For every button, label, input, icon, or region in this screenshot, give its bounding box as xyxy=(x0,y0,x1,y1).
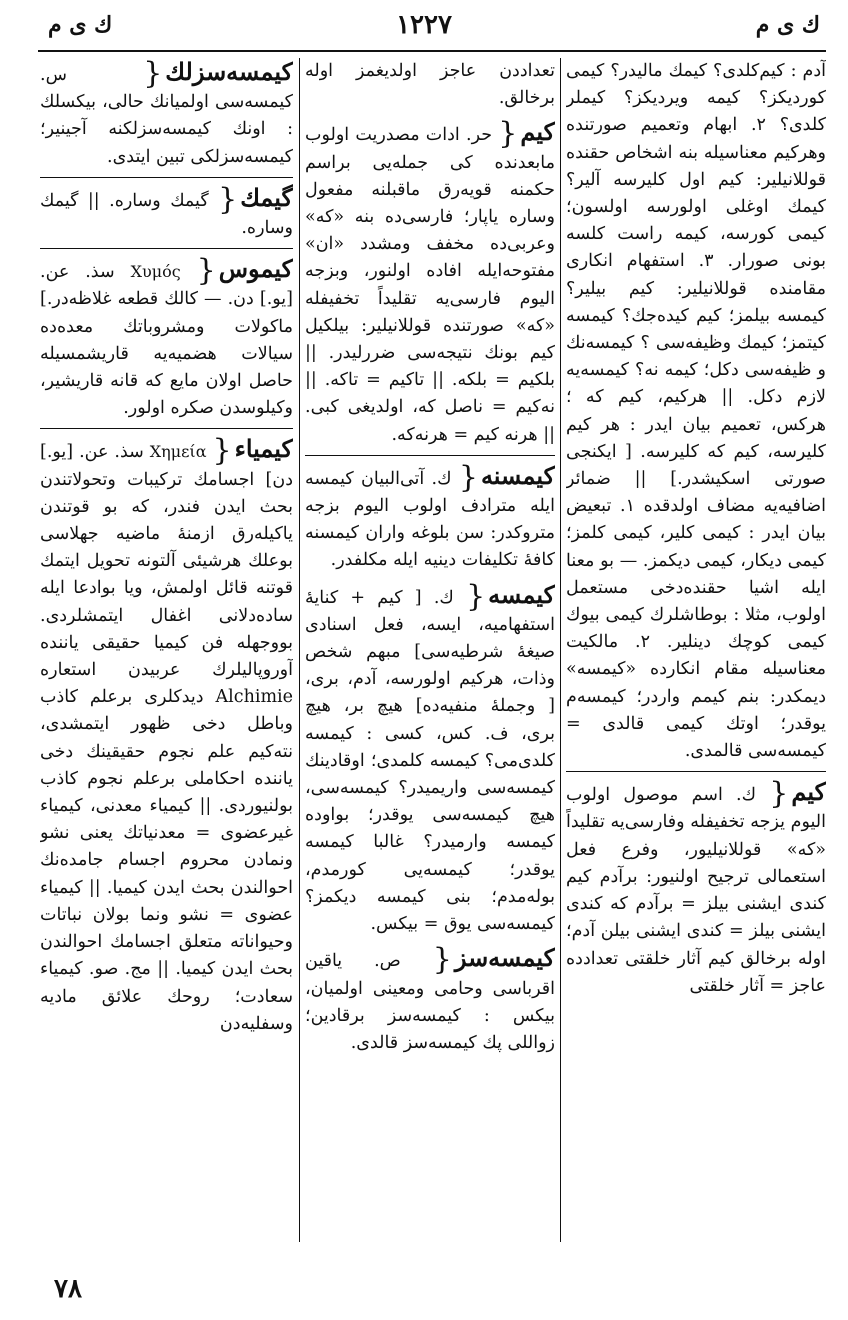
entry-text: سذ. عن. [یو.] دن. — كالك قطعه غلاظه‌در.] ماکولات ومشروباتك معده‌ده سیالات هضمیه‌یه قاریشمسیله حاصل اولان مایع که قانه قاریشیر، وکیلوسدن صکره اولور. xyxy=(40,262,293,419)
dictionary-entry xyxy=(40,181,293,242)
entry-text: تعداددن عاجز اولدیغمز اوله برخالق. xyxy=(305,61,555,109)
right-column xyxy=(566,58,826,1246)
header-rule xyxy=(38,50,826,52)
entry-headword: کیمسه‌سز xyxy=(454,943,555,973)
dictionary-entry xyxy=(305,944,555,1057)
dictionary-entry xyxy=(305,459,555,575)
entry-separator xyxy=(305,455,555,456)
dictionary-entry xyxy=(40,58,293,171)
brace-icon: { xyxy=(196,253,216,289)
entry-headword: کیمیاء xyxy=(234,434,293,464)
column-divider xyxy=(560,58,561,1242)
brace-icon: { xyxy=(218,181,238,217)
entry-text: ك. آتی‌البیان کیمسه ایله مترادف اولوب الیوم بزجه متروکدر: سن بلوغه واران کیمسنه کافهٔ تکلیفات دینیه ایله مکلفدر. xyxy=(305,468,555,571)
page-number: ۱۲۲۷ xyxy=(396,10,452,40)
greek-etymon: Χυμός xyxy=(130,262,181,282)
left-catchword: ك ی م xyxy=(48,12,113,38)
entry-headword: کیم xyxy=(791,777,826,807)
entry-text: ك. اسم موصول اولوب الیوم یزجه تخفیفله وفارسی‌یه تقلیداً «که» قوللانیلیور، وفرع فعل استعمالی ترجیح اولنیور: برآدم کیم کندی ایشنی بیلز = برآدم که کندی ایشنی بیلز = کندی ایشنی بیلن آدم؛ اوله برخالق کیم آثار خلقتی تعدادده عاجز = آثار خلقتی xyxy=(566,785,826,996)
entry-headword: کیموس xyxy=(218,254,293,284)
dictionary-entry xyxy=(40,255,293,422)
entry-separator xyxy=(566,771,826,772)
entry-text: گیمك وساره. || گیمك وساره. xyxy=(40,190,293,239)
greek-etymon: Χημεία xyxy=(149,442,207,462)
entry-headword: کیم xyxy=(520,117,555,147)
dictionary-entry xyxy=(305,578,555,939)
entry-text: س. کیمسه‌سی اولمیانك حالی، بیکسلك : اونك کیمسه‌سزلکنه آجینیر؛ کیمسه‌سزلکی تبین ایتدی. xyxy=(40,65,293,167)
entry-separator xyxy=(40,248,293,249)
entry-text: ك. [ کیم + کنایهٔ استفهامیه، ایسه، فعل اسنادی صیغهٔ شرطیه‌سی] مبهم شخص وذات، هرکیم اولورسه، آدم، بری، [ وجملهٔ منفیه‌ده] هیچ بر، هیچ بری، ف. کس، کسی : کیمسه کلدی‌می؟ کیمسه کلمدی؛ اوقادینك کیمسه‌سی واریمیدر؟ کیمسه‌سی، هیچ کیمسه‌سی یوقدر؛ بواوده کیمسه وارمیدر؟ غالبا کیمسه یوقدر؛ کیمسه‌یی کورمدم، بوله‌مدم؛ بنی کیمسه دیکمز؟ کیمسه‌سی یوق = بیکس. xyxy=(305,587,555,935)
entry-text: ص. یاقین اقرباسی وحامی ومعینی اولمیان، بیکس : کیمسه‌سز برقادین؛ زواللی پك کیمسه‌سز قالدی. xyxy=(305,951,555,1053)
entry-headword: کیمسنه xyxy=(480,460,555,490)
signature-mark: ۷۸ xyxy=(54,1274,82,1304)
brace-icon: { xyxy=(498,116,518,152)
brace-icon: { xyxy=(458,459,478,495)
dictionary-entry xyxy=(566,58,826,765)
entry-separator xyxy=(40,177,293,178)
entry-text: سذ. عن. [یو.] دن] اجسامك ترکیبات وتحولاتندن بحث ایدن فندر، که بو قوتندن یاکیله‌رق ازمنهٔ ماضیه جهلاسی بوعلك هرشیئی آلتونه تحویل ایتمك قوتنه قائل اولمش، ویا بوادعا ایله ساده‌دلانی اغفال ایتمشلردی. بووجهله فن کیمیا حقیقی یاننده آوروپالیلرك عربیدن استعاره Alchimie دیدکلری برعلم کاذب وباطل دخی ظهور ایتمشدی، نته‌کیم علم نجوم حقیقینك دخی یاننده احکاملی برعلم نجوم کاذب بولنیوردی. || کیمیاء معدنی، کیمیاء غیرعضوی = معدنیاتك یعنی نشو ونمادن محروم اجسام جامده‌نك احوالندن بحث ایدن کیمیا. || کیمیاء عضوی = نشو ونما بولان نباتات وحیواناته متعلق اجسامك احوالندن بحث ایدن کیمیا. || مج. صو. کیمیاء سعادت؛ روحك علائق مادیه وسفلیه‌دن xyxy=(40,442,293,1034)
dictionary-entry xyxy=(40,435,293,1037)
dictionary-entry xyxy=(305,58,555,112)
middle-column xyxy=(305,58,555,1246)
entry-separator xyxy=(40,428,293,429)
entry-text: آدم : کیم‌کلدی؟ کیمك مالیدر؟ کیمی کوردیکز؟ کیمه ویردیکز؟ کیملر کلدی؟ ۲. ابهام وتعمیم صورتنده وهرکیم معناسیله بنه اشخاص حقنده قوللانیلیر: کیم اول کلیرسه آلیر؟ کیمك اوغلی اولورسه اولسون؛ کیمی کورسه، کیمه راست کلسه بونی صورار. ۳. استفهام انکاری مقامنده قوللانیلیر: کیم بیلیر؟ کیمسه بیلمز؛ کیم کیده‌جك؟ کیمسه کیتمز؛ کیمك وظیفه‌سی ؟ کیمسه‌نك و ظیفه‌سی دکل؛ کیمه نه؟ کیمسه‌یه لازم دکل. || هرکیم، کیم که ؛ هرکس، تعمیم بیان ایدر : هر کیم کلیرسه، کیم که کلیرسه. [ ایکنجی صورتی اسکیشدر.] || ضمائر اضافیه‌یه مضاف اولدقده ۱. تبعیض بیان ایدر : کیمی کلیر، کیمی کلمز؛ کیمی دیکار، کیمی دیکمز. — بو معنا ایله اشیا حقنده‌دخی مستعمل اولوب، مثلا : بوطاشلرك کیمی بیوك کیمی کوچك دینلیر. ۲. مالکیت معناسیله مقام انکارده «کیمسه» دیمکدر: بنم کیمم واردر؛ کیمسه‌م یوقدر؛ اوتك کیمی قالدی = کیمسه‌سی قالمدی. xyxy=(566,61,826,762)
brace-icon: { xyxy=(466,578,486,614)
entry-headword: گیمك xyxy=(240,182,293,212)
dictionary-entry xyxy=(305,118,555,448)
brace-icon: { xyxy=(769,776,789,812)
brace-icon: { xyxy=(212,433,232,469)
entry-headword: کیمسه xyxy=(488,579,555,609)
right-catchword: ك ی م xyxy=(755,12,820,38)
entry-headword: کیمسه‌سزلك xyxy=(165,58,293,86)
left-column xyxy=(40,58,293,1246)
column-divider xyxy=(299,58,300,1242)
entry-text: حر. ادات مصدریت اولوب مابعدنده کی جمله‌یی براسم حکمنه قویه‌رق ماقبلنه مفعول وساره یاپار؛ فارسی‌ده بنه «که» وعربی‌ده مخفف ومشدد «ان» مفتوحه‌ایله افاده اولنور، وبزجه الیوم فارسی‌یه تقلیداً تخفیفله «که» صورتنده قوللانیلیر: بیلکیل کیم بونك نتیجه‌سی ضررلیدر. || بلکیم = بلکه. || تاکیم = تاکه. || نه‌کیم = ناصل که، اولدیغی کبی. || هرنه کیم = هرنه‌که. xyxy=(305,125,555,445)
brace-icon: { xyxy=(143,58,163,91)
brace-icon: { xyxy=(432,942,452,978)
dictionary-entry xyxy=(566,778,826,1000)
